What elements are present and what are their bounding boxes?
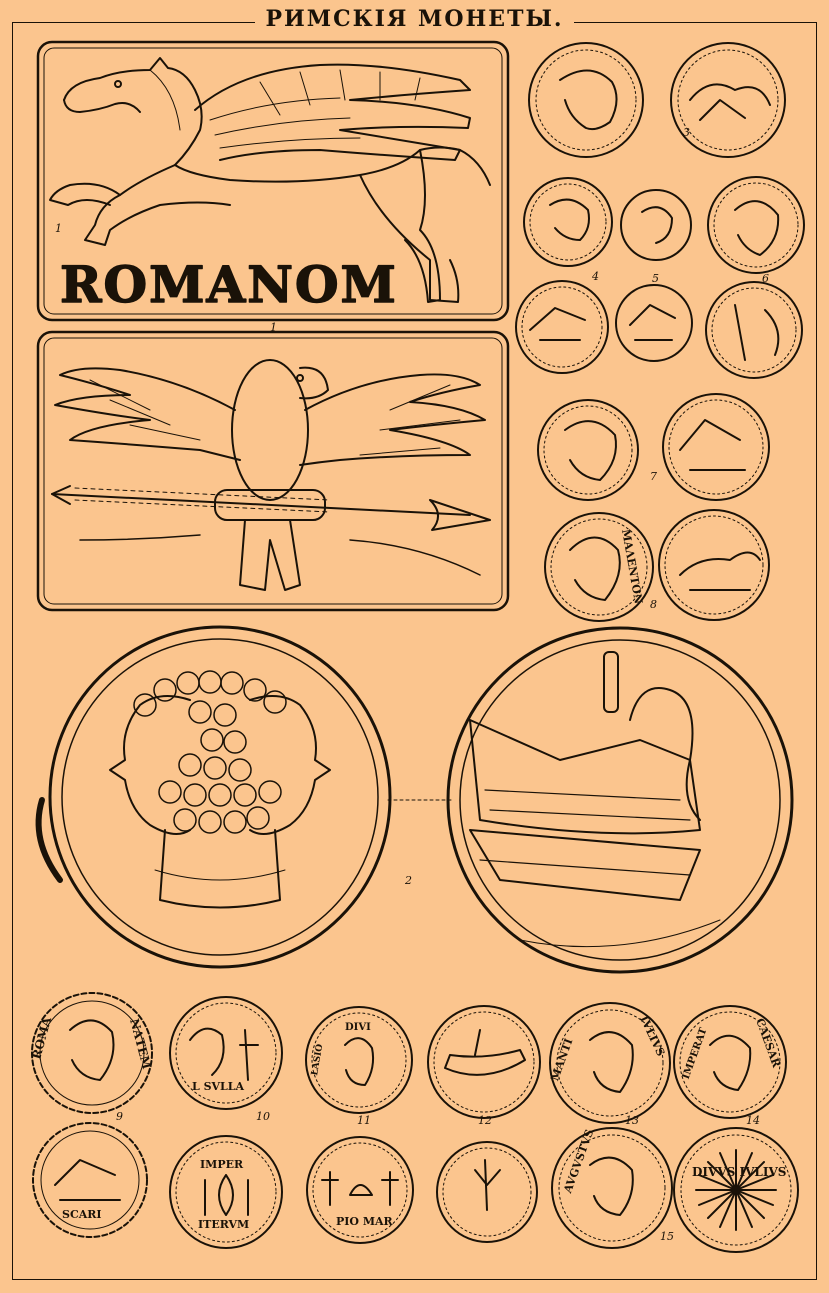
legend-c10b: IMPER bbox=[200, 1158, 244, 1171]
legend-c11b: LASIO bbox=[310, 1043, 326, 1077]
legend-c15b: DIVVS IVLIVS bbox=[692, 1165, 787, 1179]
label-8: 8 bbox=[650, 598, 657, 611]
coin-12 bbox=[428, 1006, 540, 1242]
coin-2-prow bbox=[388, 628, 792, 972]
pegasus-legend: ROMANOM bbox=[60, 255, 398, 314]
label-13: 13 bbox=[625, 1114, 639, 1127]
legend-c15a: AVGVSTVS bbox=[561, 1127, 597, 1195]
label-7: 7 bbox=[650, 470, 657, 483]
coin-3 bbox=[529, 43, 785, 157]
label-9: 9 bbox=[116, 1110, 123, 1123]
coin-7 bbox=[538, 394, 769, 500]
label-14: 14 bbox=[746, 1114, 760, 1127]
label-10: 10 bbox=[256, 1110, 270, 1123]
pegasus-plaque bbox=[38, 42, 508, 334]
coin-13 bbox=[548, 1003, 670, 1127]
coins-4-6 bbox=[516, 177, 804, 378]
label-1a: 1 bbox=[55, 222, 62, 235]
plate-title: РИМСКІЯ МОНЕТЫ. bbox=[0, 6, 829, 32]
legend-c10c: ITERVM bbox=[198, 1218, 250, 1231]
legend-c9b: ΝΑΤΕΜ bbox=[127, 1017, 154, 1071]
label-12: 12 bbox=[478, 1114, 492, 1127]
eagle-plaque bbox=[38, 332, 508, 610]
label-15: 15 bbox=[660, 1230, 674, 1243]
legend-c11c: PIO MAR bbox=[336, 1215, 393, 1228]
label-1b: 1 bbox=[270, 321, 277, 334]
legend-c10a: L SVLLA bbox=[192, 1080, 245, 1093]
label-3: 3 bbox=[683, 126, 690, 139]
legend-c14b: IMPERAT bbox=[680, 1026, 710, 1081]
coin-8 bbox=[545, 510, 769, 621]
coin-15 bbox=[552, 1128, 798, 1252]
legend-c13a: MANTI bbox=[548, 1036, 576, 1083]
coin-9 bbox=[29, 993, 154, 1237]
label-6: 6 bbox=[762, 272, 769, 285]
legend-c14a: CAESAR bbox=[753, 1016, 783, 1070]
label-4: 4 bbox=[592, 270, 599, 283]
coin-11 bbox=[306, 1007, 413, 1243]
legend-c9c: SCARI bbox=[62, 1208, 102, 1221]
label-11: 11 bbox=[357, 1114, 371, 1127]
legend-c9a: ROMA bbox=[29, 1015, 55, 1061]
legend-c8: ΜΑΛΕΝΤΟΝ bbox=[619, 528, 645, 605]
legend-c11a: DIVI bbox=[345, 1022, 371, 1033]
coin-2-janus bbox=[39, 627, 390, 967]
legend-c13b: IVLIVS bbox=[637, 1013, 668, 1059]
coin-14 bbox=[674, 1006, 786, 1127]
label-2: 2 bbox=[405, 874, 412, 887]
coin-10 bbox=[170, 997, 282, 1248]
label-5: 5 bbox=[652, 272, 659, 285]
